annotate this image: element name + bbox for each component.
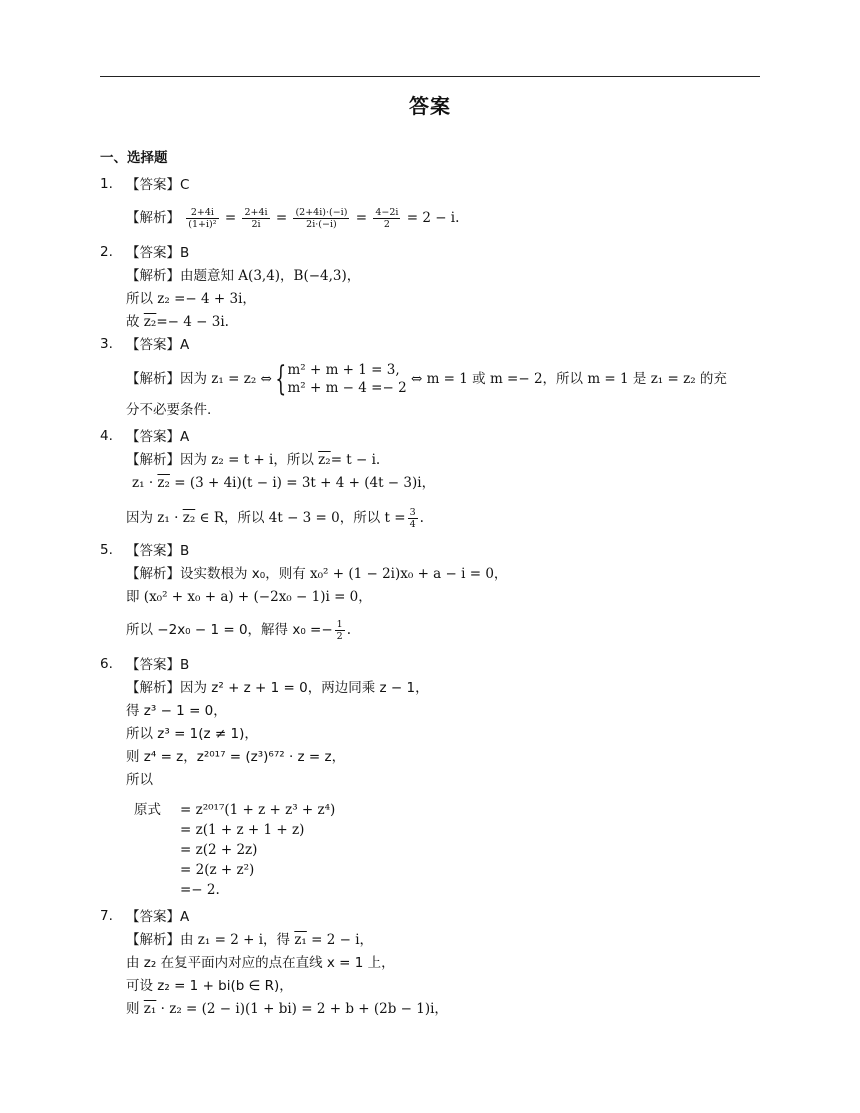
analysis-line: 【解析】因为 z₁ = z₂ ⇔ { m² + m + 1 = 3, m² + m − 4 =− 2 ⇔ m = 1 或 m =− 2，所以 m = 1 是 z₁ = z₂ 的充 (126, 359, 727, 399)
answer-line (126, 656, 189, 674)
fraction: $\frac{2+4i}{2i}$ (244, 206, 268, 230)
analysis-line: 【解析】由 z₁ = 2 + i，得 z₁ = 2 − i， (126, 932, 374, 948)
item-number: 2. (100, 244, 113, 260)
answer-value: B (180, 245, 190, 261)
answer-value: B (180, 657, 190, 673)
answer-line (126, 428, 189, 446)
derivation-label: 原式 (134, 802, 161, 818)
item-number: 1. (100, 176, 113, 192)
item-number: 7. (100, 908, 113, 924)
fraction: $\frac{2+4i}{\text{(1+i)²}}$ (188, 206, 217, 230)
section-heading: 一、选择题 (100, 150, 168, 166)
analysis-line: 【解析】因为 z² + z + 1 = 0，两边同乘 z − 1， (126, 680, 429, 696)
fraction: $\frac{(2+4i)\cdot(-i)}{2i\cdot(-i)}$ (295, 206, 348, 230)
item-number: 5. (100, 542, 113, 558)
analysis-line: 即 (x₀² + x₀ + a) + (−2x₀ − 1)i = 0， (126, 589, 372, 605)
analysis-label: 【解析】 (126, 566, 180, 582)
answer-line (126, 176, 189, 194)
analysis-label: 【解析】 (126, 932, 180, 948)
analysis-label: 【解析】 (126, 680, 180, 696)
answer-line (126, 244, 189, 262)
answer-label: 【答案】 (126, 657, 180, 673)
derivation-step: = 2(z + z²) (180, 862, 255, 878)
analysis-line: 则 z₁ · z₂ = (2 − i)(1 + bi) = 2 + b + (2b − 1)i， (126, 1001, 448, 1017)
analysis-label: 【解析】 (126, 371, 180, 387)
analysis-line: 【解析】 $\frac{2+4i}{\text{(1+i)²}}$ = $\frac{2+4i}{2i}$ = $\frac{(2+4i)\cdot(-i)}{2i\cdot(-i)}$ = $\frac{4-2i}{2}$ = 2 − i. (126, 206, 460, 230)
derivation-step: = z(2 + 2z) (180, 842, 258, 858)
analysis-line: 所以 −2x₀ − 1 = 0，解得 x₀ =− $\frac{1}{2}$ . (126, 618, 352, 642)
answer-label: 【答案】 (126, 543, 180, 559)
derivation-step: = z(1 + z + 1 + z) (180, 822, 305, 838)
analysis-line: 所以 (126, 772, 153, 788)
answer-line (126, 908, 189, 926)
analysis-line: 可设 z₂ = 1 + bi(b ∈ R)， (126, 978, 293, 994)
answer-value: A (180, 909, 190, 925)
analysis-line: 所以 z³ = 1(z ≠ 1)， (126, 726, 258, 742)
analysis-line: 分不必要条件. (126, 402, 212, 418)
answer-label: 【答案】 (126, 177, 180, 193)
analysis-line: 所以 z₂ =− 4 + 3i， (126, 291, 256, 307)
fraction: $\frac{3}{4}$ (409, 506, 416, 530)
analysis-line: 得 z³ − 1 = 0， (126, 703, 227, 719)
analysis-label: 【解析】 (126, 210, 180, 226)
analysis-line: 则 z⁴ = z，z²⁰¹⁷ = (z³)⁶⁷² · z = z， (126, 749, 346, 765)
derivation-step: =− 2. (180, 882, 220, 898)
analysis-line: 由 z₂ 在复平面内对应的点在直线 x = 1 上， (126, 955, 395, 971)
answer-label: 【答案】 (126, 337, 180, 353)
analysis-line: 故 z₂=− 4 − 3i. (126, 314, 229, 330)
analysis-label: 【解析】 (126, 268, 180, 284)
fraction: $\frac{4-2i}{2}$ (375, 206, 399, 230)
math-text: 2 − i. (422, 210, 460, 226)
answer-value: A (180, 429, 190, 445)
analysis-line: 【解析】设实数根为 x₀，则有 x₀² + (1 − 2i)x₀ + a − i = 0， (126, 566, 508, 582)
analysis-line: 【解析】因为 z₂ = t + i，所以 z₂= t − i. (126, 452, 381, 468)
analysis-label: 【解析】 (126, 452, 180, 468)
item-number: 6. (100, 656, 113, 672)
derivation-step: = z²⁰¹⁷(1 + z + z³ + z⁴) (180, 802, 336, 818)
analysis-line: 【解析】由题意知 A(3,4)，B(−4,3)， (126, 268, 361, 284)
answer-value: A (180, 337, 190, 353)
answer-line (126, 336, 189, 354)
answer-label: 【答案】 (126, 909, 180, 925)
item-number: 3. (100, 336, 113, 352)
header-rule (100, 76, 760, 77)
item-number: 4. (100, 428, 113, 444)
answer-label: 【答案】 (126, 429, 180, 445)
analysis-line: z₁ · z₂ = (3 + 4i)(t − i) = 3t + 4 + (4t − 3)i， (132, 475, 436, 491)
answer-line (126, 542, 189, 560)
page-title: 答案 (409, 94, 451, 118)
answer-value: B (180, 543, 190, 559)
fraction: $\frac{1}{2}$ (336, 618, 343, 642)
answer-value: C (180, 177, 190, 193)
answer-label: 【答案】 (126, 245, 180, 261)
analysis-line: 因为 z₁ · z₂ ∈ R，所以 4t − 3 = 0，所以 t = $\frac{3}{4}$ . (126, 506, 424, 530)
